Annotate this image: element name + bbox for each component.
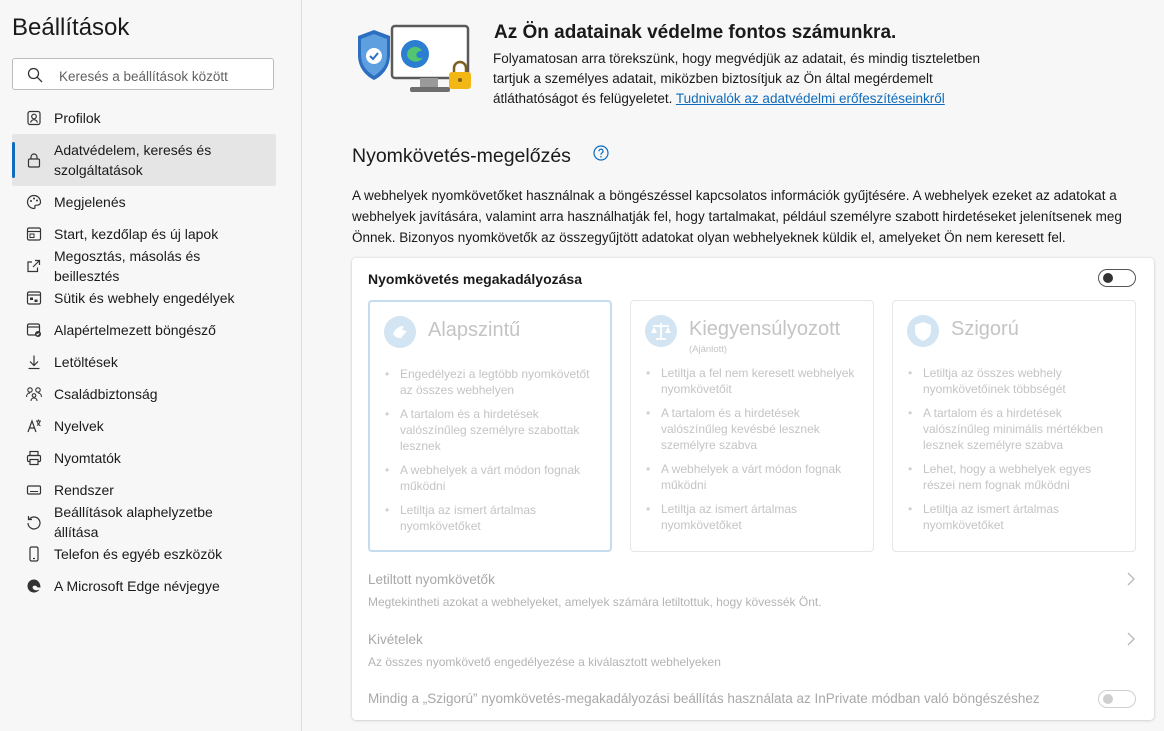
bullet: • A tartalom és a hirdetések valószínűleg minimális mértékben lesznek személyre szabva bbox=[907, 405, 1121, 453]
toggle-knob bbox=[1103, 273, 1113, 283]
sidebar-item-share[interactable] bbox=[12, 250, 276, 282]
sidebar-nav bbox=[12, 102, 276, 602]
sidebar-item-profiles[interactable] bbox=[12, 102, 276, 134]
option-strict-bullets bbox=[907, 365, 1121, 541]
hero-description: Folyamatosan arra törekszünk, hogy megvédjük az adatait, és mindig tiszteletben tartjuk a személyes adatait, miközben biztosítjuk az Ön által megérdemelt átláthatóságot és felügyeletet. bbox=[493, 51, 981, 106]
sidebar-item-label: Nyelvek bbox=[54, 418, 104, 434]
bullet: • A webhelyek a várt módon fognak működni bbox=[645, 461, 859, 493]
sidebar-item-downloads[interactable] bbox=[12, 346, 276, 378]
bullet: • A tartalom és a hirdetések valószínűleg személyre szabottak lesznek bbox=[384, 406, 598, 454]
system-icon bbox=[24, 480, 44, 500]
hero-text bbox=[493, 49, 1013, 109]
share-icon bbox=[24, 256, 44, 276]
sidebar-item-printers[interactable] bbox=[12, 442, 276, 474]
sidebar-item-label: A Microsoft Edge névjegye bbox=[54, 578, 220, 594]
blocked-trackers-title: Letiltott nyomkövetők bbox=[368, 572, 495, 587]
balance-scale-icon bbox=[645, 315, 677, 347]
family-icon bbox=[24, 384, 44, 404]
sidebar-item-privacy[interactable] bbox=[12, 134, 276, 186]
option-basic[interactable] bbox=[368, 300, 612, 552]
sidebar-item-phone[interactable] bbox=[12, 538, 276, 570]
profile-icon bbox=[24, 108, 44, 128]
download-icon bbox=[24, 352, 44, 372]
sidebar-item-family[interactable] bbox=[12, 378, 276, 410]
sidebar-item-appearance[interactable] bbox=[12, 186, 276, 218]
cookie-icon bbox=[24, 288, 44, 308]
sidebar-item-label: Telefon és egyéb eszközök bbox=[54, 546, 223, 562]
bullet: • A tartalom és a hirdetések valószínűleg kevésbé lesznek személyre szabva bbox=[645, 405, 859, 453]
tracking-card bbox=[352, 258, 1154, 720]
option-basic-bullets bbox=[384, 366, 598, 542]
option-balanced-bullets bbox=[645, 365, 859, 541]
hero-title: Az Ön adatainak védelme fontos számunkra. bbox=[494, 22, 897, 43]
palette-icon bbox=[24, 192, 44, 212]
option-balanced-name: Kiegyensúlyozott bbox=[689, 318, 841, 340]
privacy-illustration bbox=[352, 20, 482, 100]
bullet: • Letiltja az összes webhely nyomkövetőinek többségét bbox=[907, 365, 1121, 397]
sidebar-item-label: Rendszer bbox=[54, 482, 114, 498]
tracking-description: A webhelyek nyomkövetőket használnak a böngészéssel kapcsolatos információk gyűjtésére. A webhelyek ezeket az adatokat a webhelyek javítására, valamint arra használhatják fel, hogy tartalmakat, például személyre szabott hirdetéseket jelenítsenek meg Önnek. Bizonyos nyomkövetők az összegyűjtött adatokat olyan webhelyeknek küldik el, amelyeket Ön nem keresett fel. bbox=[352, 188, 1122, 245]
chevron-right-icon bbox=[1126, 632, 1136, 646]
sidebar-item-label: Megosztás, másolás és beillesztés bbox=[54, 248, 201, 284]
basic-icon bbox=[384, 316, 416, 348]
inprivate-strict-toggle[interactable] bbox=[1098, 690, 1136, 708]
shield-icon bbox=[907, 315, 939, 347]
search-icon bbox=[27, 67, 43, 83]
toggle-knob bbox=[1103, 694, 1113, 704]
exceptions-title: Kivételek bbox=[368, 632, 423, 647]
reset-icon bbox=[24, 512, 44, 532]
language-icon bbox=[24, 416, 44, 436]
sidebar-title: Beállítások bbox=[12, 14, 130, 41]
option-basic-name: Alapszintű bbox=[428, 319, 521, 341]
inprivate-strict-label: Mindig a „Szigorú” nyomkövetés-megakadályozási beállítás használata az InPrivate módban való böngészéshez bbox=[368, 691, 1040, 706]
search-input[interactable] bbox=[57, 65, 271, 87]
sidebar-item-label: Beállítások alaphelyzetbe állítása bbox=[54, 504, 213, 540]
help-icon[interactable] bbox=[593, 145, 609, 161]
search-box[interactable] bbox=[12, 58, 274, 90]
browser-icon bbox=[24, 320, 44, 340]
sidebar-item-label: Családbiztonság bbox=[54, 386, 158, 402]
sidebar-item-label: Adatvédelem, keresés és szolgáltatások bbox=[54, 142, 212, 178]
privacy-learn-more-link[interactable]: Tudnivalók az adatvédelmi erőfeszítéseinkről bbox=[675, 91, 945, 106]
exceptions-desc: Az összes nyomkövető engedélyezése a kiválasztott webhelyeken bbox=[368, 655, 721, 669]
sidebar-item-about[interactable] bbox=[12, 570, 276, 602]
settings-sidebar bbox=[0, 0, 302, 731]
bullet: • Letiltja az ismert ártalmas nyomkövetőket bbox=[645, 501, 859, 533]
sidebar-item-default-browser[interactable] bbox=[12, 314, 276, 346]
sidebar-item-label: Alapértelmezett böngésző bbox=[54, 322, 216, 338]
option-balanced-recommended: (Ajánlott) bbox=[689, 344, 728, 355]
settings-main bbox=[302, 0, 1164, 731]
tracking-section-title: Nyomkövetés-megelőzés bbox=[352, 145, 571, 167]
tracking-toggle[interactable] bbox=[1098, 269, 1136, 287]
bullet: • Letiltja az ismert ártalmas nyomkövetőket bbox=[384, 502, 598, 534]
sidebar-item-languages[interactable] bbox=[12, 410, 276, 442]
option-strict[interactable] bbox=[892, 300, 1136, 552]
home-icon bbox=[24, 224, 44, 244]
chevron-right-icon bbox=[1126, 572, 1136, 586]
edge-icon bbox=[24, 576, 44, 596]
blocked-trackers-desc: Megtekintheti azokat a webhelyeket, amelyek számára letiltottuk, hogy kövessék Önt. bbox=[368, 595, 822, 609]
sidebar-item-label: Letöltések bbox=[54, 354, 118, 370]
bullet: • Letiltja az ismert ártalmas nyomkövetőket bbox=[907, 501, 1121, 533]
bullet: • Lehet, hogy a webhelyek egyes részei nem fognak működni bbox=[907, 461, 1121, 493]
sidebar-item-cookies[interactable] bbox=[12, 282, 276, 314]
sidebar-item-label: Megjelenés bbox=[54, 194, 126, 210]
lock-icon bbox=[24, 150, 44, 170]
printer-icon bbox=[24, 448, 44, 468]
sidebar-item-label: Profilok bbox=[54, 110, 101, 126]
bullet: • Letiltja a fel nem keresett webhelyek nyomkövetőit bbox=[645, 365, 859, 397]
bullet: • A webhelyek a várt módon fognak működni bbox=[384, 462, 598, 494]
sidebar-item-label: Start, kezdőlap és új lapok bbox=[54, 226, 219, 242]
option-balanced[interactable] bbox=[630, 300, 874, 552]
sidebar-item-label: Nyomtatók bbox=[54, 450, 121, 466]
phone-icon bbox=[24, 544, 44, 564]
tracking-toggle-label: Nyomkövetés megakadályozása bbox=[368, 271, 582, 287]
bullet: • Engedélyezi a legtöbb nyomkövetőt az összes webhelyen bbox=[384, 366, 598, 398]
option-strict-name: Szigorú bbox=[951, 318, 1019, 340]
sidebar-item-reset[interactable] bbox=[12, 506, 276, 538]
sidebar-item-label: Sütik és webhely engedélyek bbox=[54, 290, 235, 306]
